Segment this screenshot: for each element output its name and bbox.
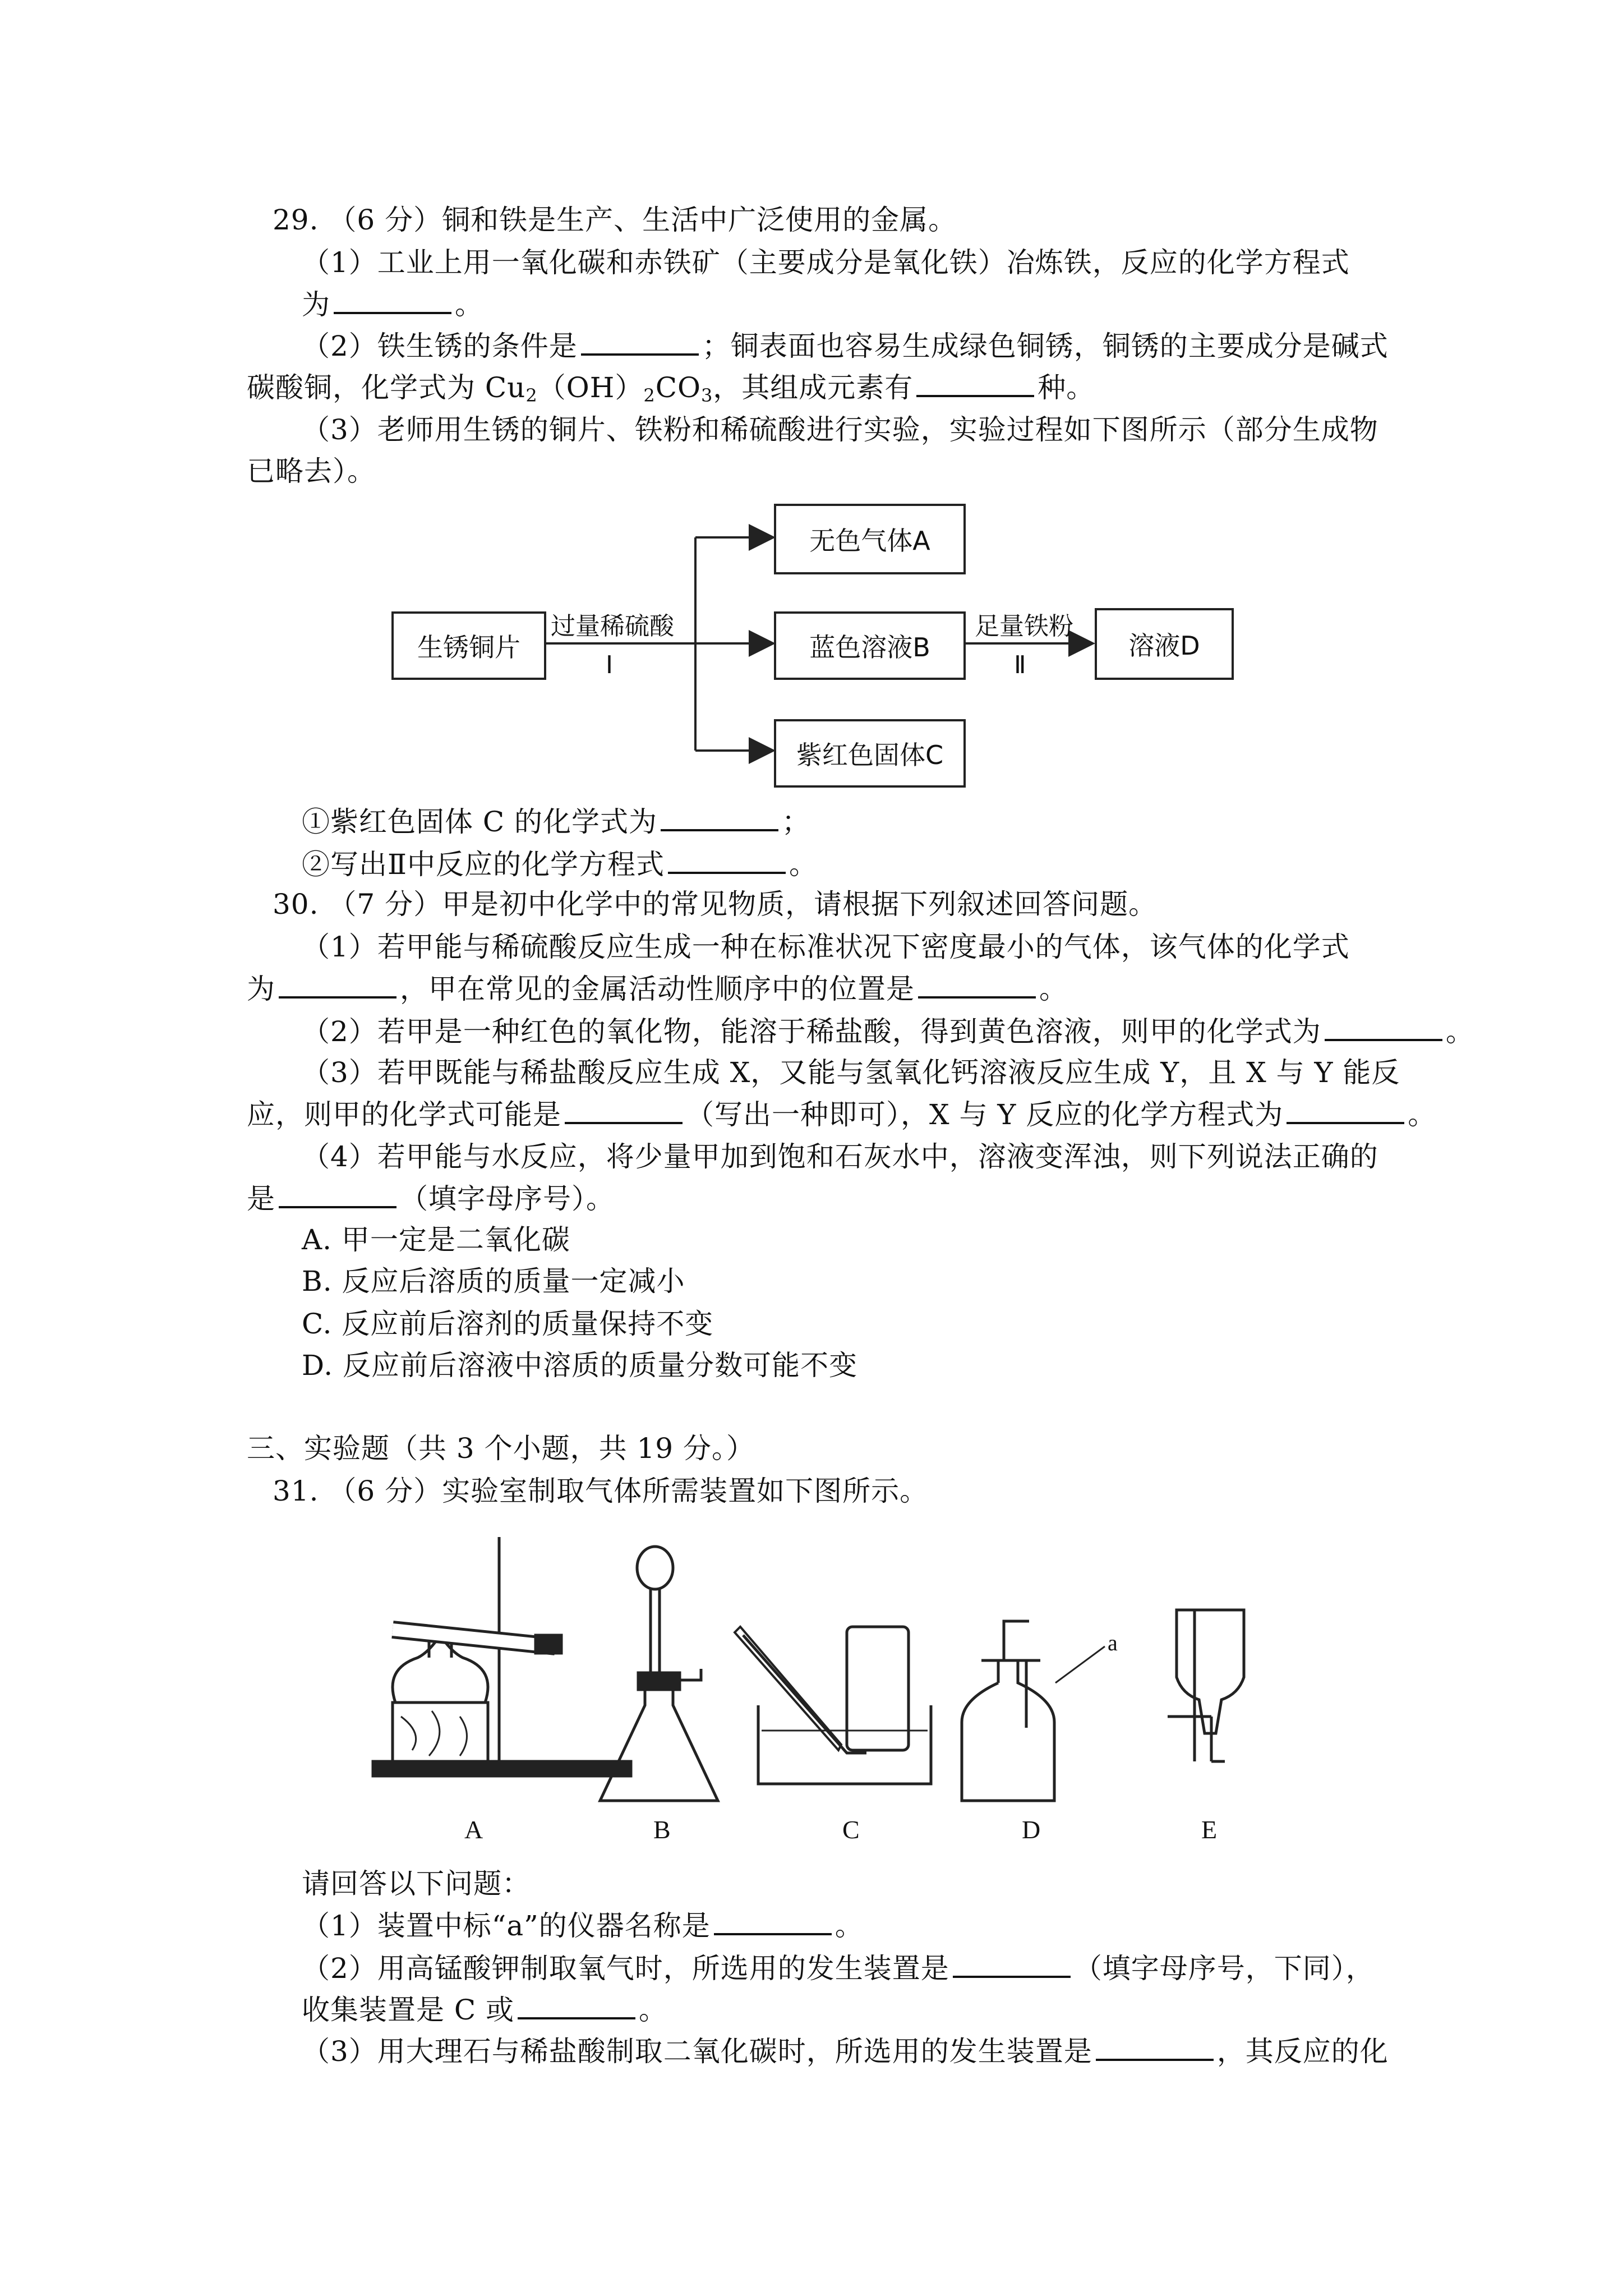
q31-answer-blank-1[interactable] bbox=[714, 1907, 832, 1935]
q30-part2: （2）若甲是一种红色的氧化物，能溶于稀盐酸，得到黄色溶液，则甲的化学式为 。 bbox=[302, 1013, 1474, 1050]
q29-part1-line1: （1）工业上用一氧化碳和赤铁矿（主要成分是氧化铁）冶炼铁，反应的化学方程式 bbox=[302, 246, 1350, 279]
q30-part1-line1: （1）若甲能与稀硫酸反应生成一种在标准状况下密度最小的气体，该气体的化学式 bbox=[302, 931, 1350, 963]
q31-part3: （3）用大理石与稀盐酸制取二氧化碳时，所选用的发生装置是 ，其反应的化 bbox=[302, 2033, 1389, 2069]
apparatus-mark-a: a bbox=[1108, 1630, 1118, 1655]
q29-part1-line2: 为 。 bbox=[302, 286, 483, 323]
q30-stem: 30. （7 分）甲是初中化学中的常见物质，请根据下列叙述回答问题。 bbox=[273, 888, 1158, 921]
q31-answer-blank-3[interactable] bbox=[518, 1991, 635, 2019]
apparatus-label-a: A bbox=[464, 1815, 483, 1844]
flow-box-gas-a: 无色气体A bbox=[774, 504, 966, 574]
flow-label-reagent-1: 过量稀硫酸 bbox=[551, 612, 674, 641]
apparatus-b bbox=[600, 1547, 718, 1801]
q30-option-b: B. 反应后溶质的质量一定减小 bbox=[302, 1265, 685, 1297]
q29-part2-line1: （2）铁生锈的条件是 ；铜表面也容易生成绿色铜锈，铜锈的主要成分是碱式 bbox=[302, 328, 1389, 364]
flow-label-reagent-2: 足量铁粉 bbox=[975, 612, 1073, 641]
apparatus-label-c: C bbox=[842, 1815, 860, 1844]
apparatus-label-b: B bbox=[653, 1815, 671, 1844]
apparatus-e bbox=[1168, 1610, 1244, 1761]
q31-answer-blank-4[interactable] bbox=[1096, 2033, 1214, 2061]
flow-box-rusty-copper: 生锈铜片 bbox=[391, 611, 546, 680]
apparatus-label-e: E bbox=[1201, 1815, 1218, 1844]
apparatus-label-d: D bbox=[1022, 1815, 1041, 1844]
q31-stem: 31. （6 分）实验室制取气体所需装置如下图所示。 bbox=[273, 1475, 929, 1507]
q29-part3-line1: （3）老师用生锈的铜片、铁粉和稀硫酸进行实验，实验过程如下图所示（部分生成物 bbox=[302, 413, 1378, 446]
q29-part2-line2: 碳酸铜，化学式为 $Cu_2(OH)_2CO_3$，其组成元素有 种。 bbox=[247, 369, 1095, 413]
apparatus-d bbox=[962, 1621, 1105, 1801]
q31-part2-line1: （2）用高锰酸钾制取氧气时，所选用的发生装置是 （填字母序号，下同）， bbox=[302, 1950, 1375, 1986]
q31-intro: 请回答以下问题： bbox=[302, 1867, 531, 1900]
flow-label-step-1: I bbox=[606, 651, 613, 679]
q30-part1-line2: 为 ，甲在常见的金属活动性顺序中的位置是 。 bbox=[247, 970, 1068, 1007]
flow-label-step-2: Ⅱ bbox=[1014, 651, 1026, 679]
q30-option-d: D. 反应前后溶液中溶质的质量分数可能不变 bbox=[302, 1349, 858, 1382]
q31-part1: （1）装置中标“a”的仪器名称是 。 bbox=[302, 1907, 864, 1944]
apparatus-c bbox=[735, 1627, 931, 1784]
section-3-heading: 三、实验题（共 3 个小题，共 19 分。） bbox=[247, 1432, 755, 1465]
q29-sub1: ①紫红色固体 C 的化学式为 ； bbox=[302, 803, 810, 840]
q31-answer-blank-2[interactable] bbox=[953, 1950, 1071, 1978]
apparatus-a bbox=[373, 1537, 631, 1776]
flow-box-solution-d: 溶液D bbox=[1095, 608, 1234, 680]
q29-stem: 29. （6 分）铜和铁是生产、生活中广泛使用的金属。 bbox=[273, 204, 957, 236]
q30-part4-line1: （4）若甲能与水反应，将少量甲加到饱和石灰水中，溶液变浑浊，则下列说法正确的 bbox=[302, 1140, 1378, 1173]
q30-part4-line2: 是 （填字母序号）。 bbox=[247, 1180, 615, 1217]
flow-box-solid-c: 紫红色固体C bbox=[774, 719, 966, 788]
flow-box-solution-b: 蓝色溶液B bbox=[774, 611, 966, 680]
q30-option-a: A. 甲一定是二氧化碳 bbox=[302, 1223, 570, 1256]
q31-part2-line2: 收集装置是 C 或 。 bbox=[302, 1991, 667, 2028]
q29-part3-line2: 已略去）。 bbox=[247, 455, 376, 487]
q30-part3-line1: （3）若甲既能与稀盐酸反应生成 X，又能与氢氧化钙溶液反应生成 Y，且 X 与 Y 能反 bbox=[302, 1056, 1400, 1089]
q30-part3-line2: 应，则甲的化学式可能是 （写出一种即可），X 与 Y 反应的化学方程式为 。 bbox=[247, 1096, 1436, 1133]
q30-option-c: C. 反应前后溶剂的质量保持不变 bbox=[302, 1308, 714, 1340]
q29-sub2: ②写出Ⅱ中反应的化学方程式 。 bbox=[302, 846, 818, 882]
